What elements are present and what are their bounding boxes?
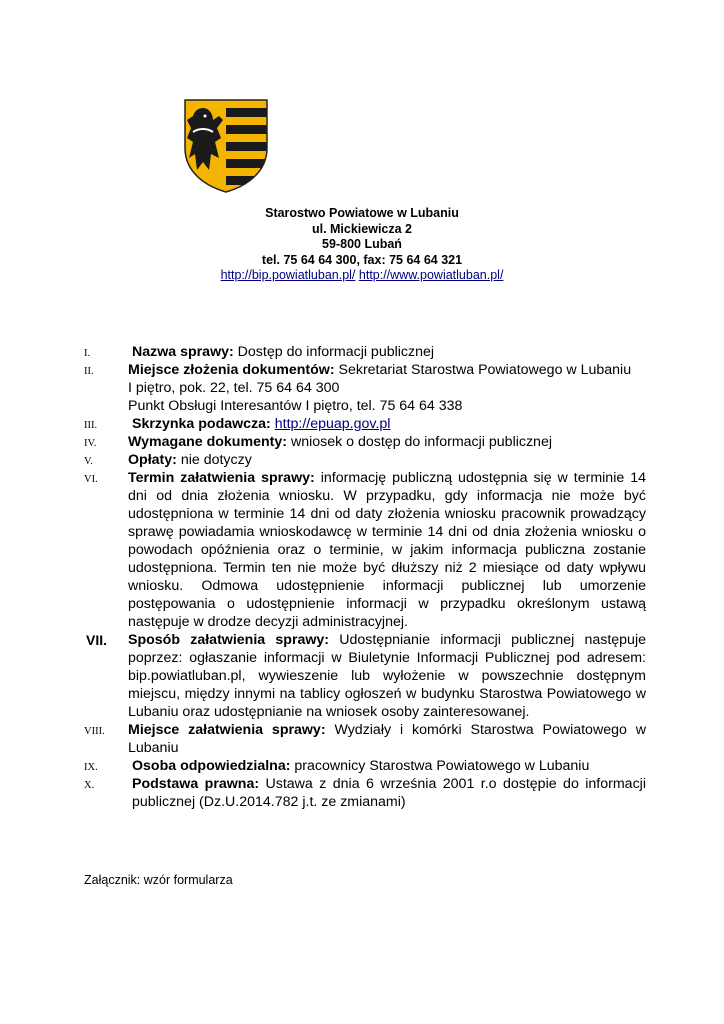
item-number: I. [84,348,91,359]
item-text: Dostęp do informacji publicznej [237,344,435,360]
item-label: Termin załatwienia sprawy: [128,470,315,486]
item-text: pracownicy Starostwa Powiatowego w Lubaniu [294,758,590,774]
item-number: IX. [84,762,98,773]
attachment-note: Załącznik: wzór formularza [84,873,233,887]
item-text: Sekretariat Starostwa Powiatowego w Lubaniu [338,362,632,378]
item-number: III. [84,420,98,431]
office-street: ul. Mickiewicza 2 [311,221,413,236]
list-item [0,757,724,775]
item-number: II. [84,366,94,377]
item-number: X. [84,780,95,791]
item-text: Ustawa z dnia 6 września 2001 r.o dostępie do informacji publicznej (Dz.U.2014.782 j.t. ze zmianami) [132,776,646,810]
office-city: 59-800 Lubań [322,237,402,251]
item-label: Osoba odpowiedzialna: [132,758,291,774]
item-text: wniosek o dostęp do informacji publicznej [290,434,552,450]
list-item [0,433,724,451]
list-item [0,721,724,757]
item-label: Miejsce załatwienia sprawy: [128,722,326,738]
office-header [0,206,724,284]
item-label: Sposób załatwienia sprawy: [128,632,330,648]
item-label: Nazwa sprawy: [132,344,234,360]
item-number: VIII. [84,726,105,737]
item-label: Skrzynka podawcza: [132,416,271,432]
item-label: Miejsce złożenia dokumentów: [128,362,335,378]
list-item [0,415,724,433]
item-text: Wydziały i komórki Starostwa Powiatowego w Lubaniu [128,722,646,756]
www-link[interactable]: http://www.powiatluban.pl/ [358,268,504,282]
item-text: Punkt Obsługi Interesantów I piętro, tel. 75 64 64 338 [128,398,463,414]
item-number: V. [84,456,93,467]
list-item [0,343,724,361]
item-text: nie dotyczy [180,452,252,468]
office-phone: tel. 75 64 64 300, fax: 75 64 64 321 [261,252,463,267]
item-label: Wymagane dokumenty: [128,434,287,450]
list-item [0,469,724,631]
coat-of-arms-logo [183,98,269,194]
item-text: Udostępnianie informacji publicznej następuje poprzez: ogłaszanie informacji w Biuletynie Informacji Publicznej pod adresem: bip.powiatluban.pl, wywieszenie lub wyłożenie w powszechnie dostępnym miejscu, między innymi na tablicy ogłoszeń w budynku Starostwa Powiatowego w Lubaniu oraz udostępnianie na wniosek osoby zainteresowanej. [128,632,646,720]
office-name: Starostwo Powiatowe w Lubaniu [265,206,459,220]
list-item [0,451,724,469]
item-number: VII. [86,632,108,648]
office-links [0,268,724,284]
list-item [0,775,724,811]
item-text: informację publiczną udostępnia się w terminie 14 dni od dnia złożenia wniosku. W przypadku, gdy informacja nie może być udostępniona w terminie 14 dni od daty złożenia wniosku pracownik prowadzący sprawę powiadamia wnioskodawcę w terminie 14 dni od dnia złożenia wniosku o powodach opóźnienia oraz o terminie, w jakim informacja publiczna zostanie udostępniona. Termin ten nie może być dłuższy niż 2 miesiące od daty wpływu wniosku. Odmowa udostępnienie informacji publicznej lub umorzenie postępowania o udostępnienie informacji w przypadku określonym ustawą następuje w drodze decyzji administracyjnej. [128,470,646,630]
epuap-link[interactable]: http://epuap.gov.pl [274,416,391,432]
item-number: VI. [84,474,98,485]
bip-link[interactable]: http://bip.powiatluban.pl/ [220,268,356,282]
info-list [0,343,724,811]
list-item [0,361,724,415]
item-text: I piętro, pok. 22, tel. 75 64 64 300 [128,380,340,396]
item-number: IV. [84,438,97,449]
list-item [0,631,724,721]
item-label: Podstawa prawna: [132,776,260,792]
item-label: Opłaty: [128,452,177,468]
